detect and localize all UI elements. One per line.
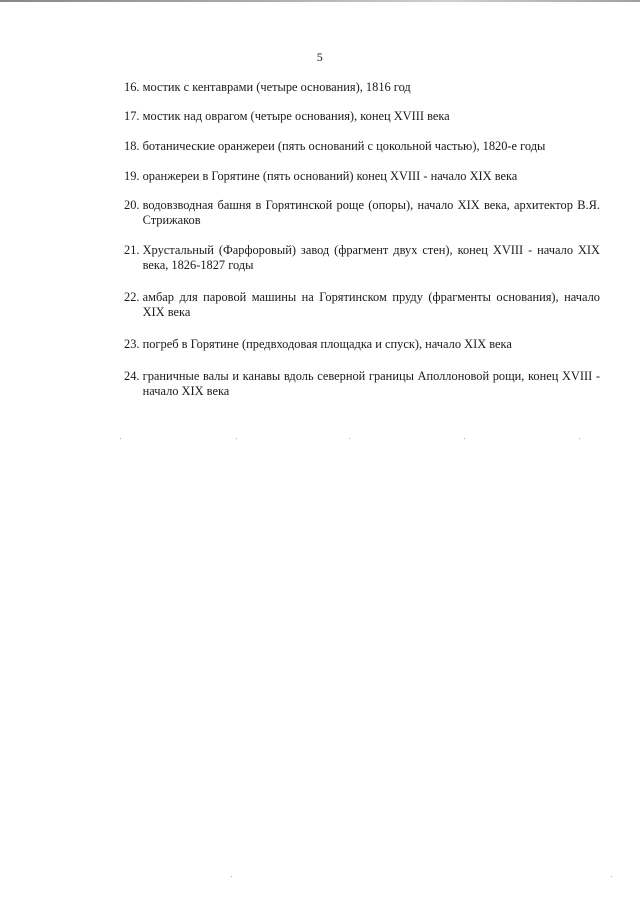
scan-speck bbox=[231, 876, 232, 877]
scan-speck bbox=[120, 438, 121, 439]
item-number: 22. bbox=[124, 290, 140, 304]
scan-speck bbox=[349, 438, 350, 439]
monument-list bbox=[124, 80, 600, 399]
item-text: граничные валы и канавы вдоль северной границы Аполлоновой рощи, конец XVIII - начало XIX века bbox=[142, 369, 600, 398]
item-text: Хрустальный (Фарфоровый) завод (фрагмент двух стен), конец XVIII - начало XIX века, 1826-1827 годы bbox=[142, 243, 600, 272]
list-item bbox=[124, 109, 600, 124]
item-number: 19. bbox=[124, 169, 140, 183]
list-item bbox=[124, 337, 600, 352]
scan-top-edge bbox=[0, 0, 640, 2]
list-item bbox=[124, 139, 600, 154]
item-text: мостик над оврагом (четыре основания), конец XVIII века bbox=[142, 109, 450, 123]
scan-speck bbox=[236, 438, 237, 439]
list-item bbox=[124, 369, 600, 399]
list-item bbox=[124, 243, 600, 273]
item-number: 24. bbox=[124, 369, 140, 383]
scan-speck bbox=[611, 876, 612, 877]
page-number: 5 bbox=[316, 50, 324, 64]
list-item bbox=[124, 80, 600, 95]
item-number: 23. bbox=[124, 337, 140, 351]
item-text: мостик с кентаврами (четыре основания), 1816 год bbox=[142, 80, 411, 94]
item-text: погреб в Горятине (предвходовая площадка и спуск), начало XIX века bbox=[142, 337, 512, 351]
item-number: 18. bbox=[124, 139, 140, 153]
item-number: 21. bbox=[124, 243, 140, 257]
list-item bbox=[124, 198, 600, 228]
scan-speck bbox=[579, 438, 580, 439]
item-number: 20. bbox=[124, 198, 140, 212]
list-item bbox=[124, 169, 600, 184]
item-text: амбар для паровой машины на Горятинском пруду (фрагменты основания), начало XIX века bbox=[142, 290, 600, 319]
scan-speck bbox=[464, 438, 465, 439]
list-item bbox=[124, 290, 600, 320]
item-number: 17. bbox=[124, 109, 140, 123]
item-number: 16. bbox=[124, 80, 140, 94]
item-text: оранжереи в Горятине (пять оснований) конец XVIII - начало XIX века bbox=[142, 169, 518, 183]
item-text: ботанические оранжереи (пять оснований с цокольной частью), 1820-е годы bbox=[142, 139, 546, 153]
item-text: водовзводная башня в Горятинской роще (опоры), начало XIX века, архитектор В.Я. Стрижаков bbox=[142, 198, 600, 227]
